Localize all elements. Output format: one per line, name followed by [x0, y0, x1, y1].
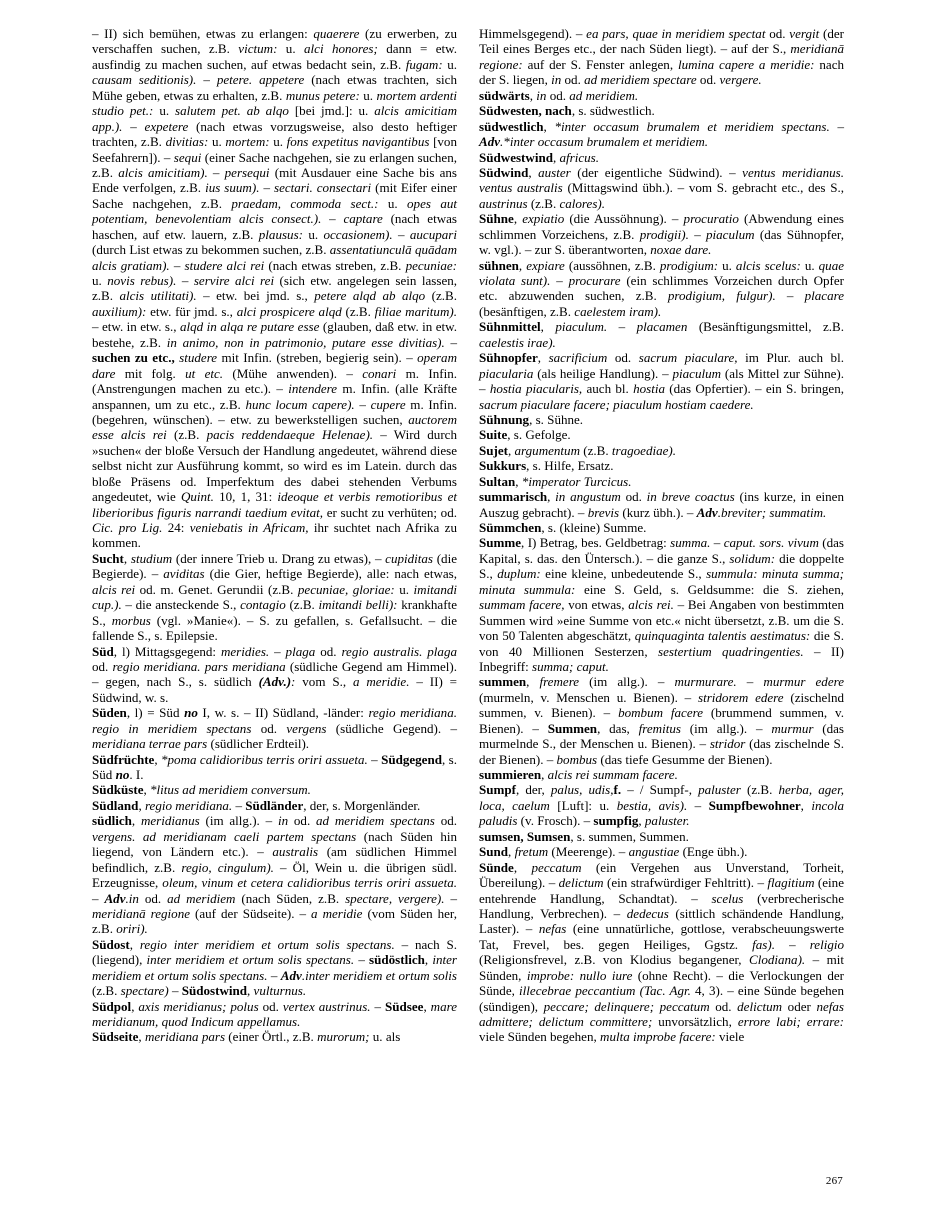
dictionary-entry-continuation: – II) sich bemühen, etwas zu erlangen: quaerere (zu erwerben, zu verschaffen suchen, z.B. victum: u. alci honores; dann = etw. ausfindig zu machen suchen, auf etwas bedacht sein, z.B. fugam: u. causam seditionis). – petere. appetere (nach etwas trachten, sich Mühe geben, etwas zu erhalten, z.B. munus petere: u. mortem ardenti studio pet.: u. salutem pet. ab alqo [bei jmd.]: u. alcis amicitiam app.). – expetere (nach etwas vorzugsweise, also desto heftiger trachten, z.B. divitias: u. mortem: u. fons expetitus navigantibus [von Seefahrern]). – sequi (einer Sache nachgehen, sie zu erlangen suchen, z.B. alcis amicitiam). – persequi (mit Ausdauer eine Sache bis ans Ende verfolgen, z.B. ius suum). – sectari. consectari (mit Eifer einer Sache nachgehen, z.B. praedam, commoda sect.: u. opes aut potentiam, benevolentiam alcis consect.). – captare (nach etwas haschen, auf etw. lauern, z.B. plausus: u. occasionem). – aucupari (durch List etwas zu bekommen suchen, z.B. assentatiunculā quādam alcis gratiam). – studere alci rei (nach etwas streben, z.B. pecuniae: u. novis rebus). – servire alci rei (sich etw. angelegen sein lassen, z.B. alcis utilitati). – etw. bei jmd. s., petere alqd ab alqo (z.B. auxilium): etw. für jmd. s., alci prospicere alqd (z.B. filiae maritum). – etw. in etw. s., alqd in alqa re putare esse (glauben, daß etw. in etw. bestehe, z.B. in animo, non in patrimonio, putare esse divitias). – suchen zu etc., studere mit Infin. (streben, begierig sein). – operam dare mit folg. ut etc. (Mühe anwenden). – conari m. Infin. (Anstrengungen machen zu etc.). – intendere m. Infin. (alle Kräfte anspannen, um zu etc., z.B. hunc locum capere). – cupere m. Infin. (begehren, wünschen). – etw. zu bewerkstelligen suchen, auctorem esse alcis rei (z.B. pacis reddendaeque Helenae). – Wird durch »suchen« der bloße Versuch der Handlung angedeutet, während diese selbst nicht zur Ausführung kommt, so wird es im Latein. durch das bloße Präsens od. Imperfektum des dabei stehenden Verbums angedeutet, wie Quint. 10, 1, 31: ideoque et verbis remotioribus et liberioribus figuris narrandi taedium evitat, er sucht zu verhüten; od. Cic. pro Lig. 24: veniebatis in Africam, ihr suchtet nach Afrika zu kommen. [92, 26, 458, 551]
dictionary-entry: Südwesten, nach, s. südwestlich. [479, 103, 655, 119]
dictionary-entry: sumsen, Sumsen, s. summen, Summen. [479, 828, 689, 844]
dictionary-entry: sühnen, expiare (aussöhnen, z.B. prodigium: u. alcis scelus: u. quae violata sunt). – procurare (ein schlimmes Vorzeichen durch Opfer etc. abzuwenden suchen, z.B. prodigium, fulgur). – placare (besänftigen, z.B. caelestem iram). [479, 257, 845, 319]
dictionary-entry: Südseite, meridiana pars (einer Örtl., z.B. murorum; u. als [92, 1029, 401, 1045]
dictionary-entry: Sümmchen, s. (kleine) Summe. [479, 520, 647, 535]
dictionary-entry: Sucht, studium (der innere Trieb u. Drang zu etwas), – cupiditas (die Begierde). – aviditas (die Gier, heftige Begierde), alle: nach etwas, alcis rei od. m. Genet. Gerundii (z.B. pecuniae, gloriae: u. imitandi cup.). – die ansteckende S., contagio (z.B. imitandi belli): krankhafte S., morbus (vgl. »Manie«). – S. zu gefallen, s. Gefallsucht. – die fallende S., s. Epilepsie. [92, 550, 458, 644]
dictionary-entry-continuation: Himmelsgegend). – ea pars, quae in meridiem spectat od. vergit (der Teil eines Berges etc., der nach Süden liegt). – auf der S., meridianā regione: auf der S. Fenster anlegen, lumina capere a meridie: nach der S. liegen, in od. ad meridiem spectare od. vergere. [479, 26, 845, 88]
dictionary-entry: Sünde, peccatum (ein Vergehen aus Unverstand, Torheit, Übereilung). – delictum (ein strafwürdiger Fehltritt). – flagitium (eine entehrende Handlung, Schandtat). – scelus (verbrecherische Handlung, Verbrechen). – dedecus (sittlich schändende Handlung, Laster). – nefas (eine unnatürliche, gottlose, verabscheuungswerte Tat, Frevel, bes. gegen Heiliges, Ggstz. fas). – religio (Religionsfrevel, z.B. von Klodius begangener, Clodiana). – mit Sünden, improbe: nullo iure (ohne Recht). – die Verlockungen der Sünde, illecebrae peccantium (Tac. Agr. 4, 3). – eine Sünde begehen (sündigen), peccare; delinquere; peccatum od. delictum oder nefas admittere; delictum committere; unvorsätzlich, errore labi; errare: viele Sünden begehen, multa improbe facere: viele [479, 859, 845, 1045]
dictionary-entry: südwestlich, *inter occasum brumalem et meridiem spectans. – Adv.*inter occasum brumalem et meridiem. [479, 118, 844, 150]
dictionary-entry: Südwestwind, africus. [479, 149, 600, 165]
dictionary-entry: Sühnopfer, sacrificium od. sacrum piaculare, im Plur. auch bl. piacularia (als heilige Handlung). – piaculum (als Mittel zur Sühne). – hostia piacularis, auch bl. hostia (das Opfertier). – ein S. bringen, sacrum piaculare facere; piaculum hostiam caedere. [479, 350, 844, 412]
dictionary-entry: Sultan, *imperator Turcicus. [479, 473, 632, 489]
dictionary-entry: Summe, I) Betrag, bes. Geldbetrag: summa. – caput. sors. vivum (das Kapital, s. das. den Üntersch.). – die ganze S., solidum: die doppelte S., duplum: eine kleine, unbedeutende S., summula: minuta summa; minuta summula: eine S. Geld, s. Geldsumme: die S. ziehen, summam facere, von etwas, alcis rei. – Bei Angaben von bestimmten Summen wird »eine Summe von etc.« nicht übersetzt, z.B. um die S. von 50 Talenten abgeschätzt, quinquaginta talentis aestimatus: die S. von 40 Millionen Sesterzen, sestertium quadringenties. – II) Inbegriff: summa; caput. [479, 535, 845, 674]
dictionary-entry: Sujet, argumentum (z.B. tragoediae). [479, 442, 677, 458]
dictionary-entry: Südland, regio meridiana. – Südländer, der, s. Morgenländer. [92, 797, 421, 813]
left-column [92, 26, 457, 1161]
dictionary-entry: Sühne, expiatio (die Aussöhnung). – procuratio (Abwendung eines schlimmen Vorzeichens, z.B. prodigii). – piaculum (das Sühnopfer, w. vgl.). – zur S. überantworten, noxae dare. [479, 211, 845, 258]
dictionary-entry: Südost, regio inter meridiem et ortum solis spectans. – nach S. (liegend), inter meridiem et ortum solis spectans. – südöstlich, inter meridiem et ortum solis spectans. – Adv.inter meridiem et ortum solis (z.B. spectare) – Südostwind, vulturnus. [92, 936, 458, 999]
dictionary-entry: Suite, s. Gefolge. [479, 427, 571, 443]
text-columns [92, 26, 844, 1161]
dictionary-entry: Sukkurs, s. Hilfe, Ersatz. [479, 458, 614, 474]
dictionary-entry: Sumpf, der, palus, udis,f. – / Sumpf-, paluster (z.B. herba, ager, loca, caelum [Luft]: u. bestia, avis). – Sumpfbewohner, incola paludis (v. Frosch). – sumpfig, paluster. [479, 782, 844, 829]
dictionary-entry: summen, fremere (im allg.). – murmurare. – murmur edere (murmeln, v. Menschen u. Bienen). – stridorem edere (zischelnd summen, v. Bienen). – bombum facere (brummend summen, v. Bienen). – Summen, das, fremitus (im allg.). – murmur (das murmelnde S., der Menschen u. Bienen). – stridor (das zischelnde S. der Bienen). – bombus (das tiefe Gesumme der Bienen). [479, 674, 845, 767]
dictionary-entry: Sühnung, s. Sühne. [479, 411, 584, 427]
page-number: 267 [825, 1175, 843, 1187]
dictionary-entry: Sund, fretum (Meerenge). – angustiae (Enge übh.). [479, 844, 748, 860]
dictionary-entry: südlich, meridianus (im allg.). – in od. ad meridiem spectans od. vergens. ad meridianam caeli partem spectans (nach Süden hin liegend, von Ländern etc.). – australis (am südlichen Himmel befindlich, z.B. regio, cingulum). – Öl, Wein u. die übrigen südl. Erzeugnisse, oleum, vinum et cetera calidioribus terris oriri assueta. – Adv.in od. ad meridiem (nach Süden, z.B. spectare, vergere). – meridianā regione (auf der Südseite). – a meridie (vom Süden her, z.B. oriri). [92, 813, 458, 937]
dictionary-entry: Südfrüchte, *poma calidioribus terris oriri assueta. – Südgegend, s. Süd no. I. [92, 751, 457, 782]
dictionary-entry: Südküste, *litus ad meridiem conversum. [92, 782, 311, 798]
dictionary-entry: Süden, l) = Süd no I, w. s. – II) Südland, -länder: regio meridiana. regio in meridiem spectans od. vergens (südliche Gegend). – meridiana terrae pars (südlicher Erdteil). [92, 705, 457, 752]
dictionary-entry: summarisch, in angustum od. in breve coactus (ins kurze, in einen Auszug gebracht). – brevis (kurz übh.). – Adv.breviter; summatim. [479, 489, 844, 520]
dictionary-entry: Südpol, axis meridianus; polus od. vertex austrinus. – Südsee, mare meridianum, quod Indicum appellamus. [92, 998, 457, 1029]
dictionary-entry: summieren, alcis rei summam facere. [479, 767, 678, 782]
dictionary-entry: Sühnmittel, piaculum. – placamen (Besänftigungsmittel, z.B. caelestis irae). [479, 319, 845, 350]
dictionary-entry: südwärts, in od. ad meridiem. [479, 87, 639, 103]
dictionary-entry: Süd, l) Mittagsgegend: meridies. – plaga od. regio australis. plaga od. regio meridiana. pars meridiana (südliche Gegend am Himmel). – gegen, nach S., s. südlich (Adv.): vom S., a meridie. – II) = Südwind, w. s. [92, 643, 458, 705]
right-column [479, 26, 844, 1161]
dictionary-entry: Südwind, auster (der eigentliche Südwind). – ventus meridianus. ventus australis (Mittagswind übh.). – vom S. gebracht etc., des S., austrinus (z.B. calores). [479, 164, 844, 211]
